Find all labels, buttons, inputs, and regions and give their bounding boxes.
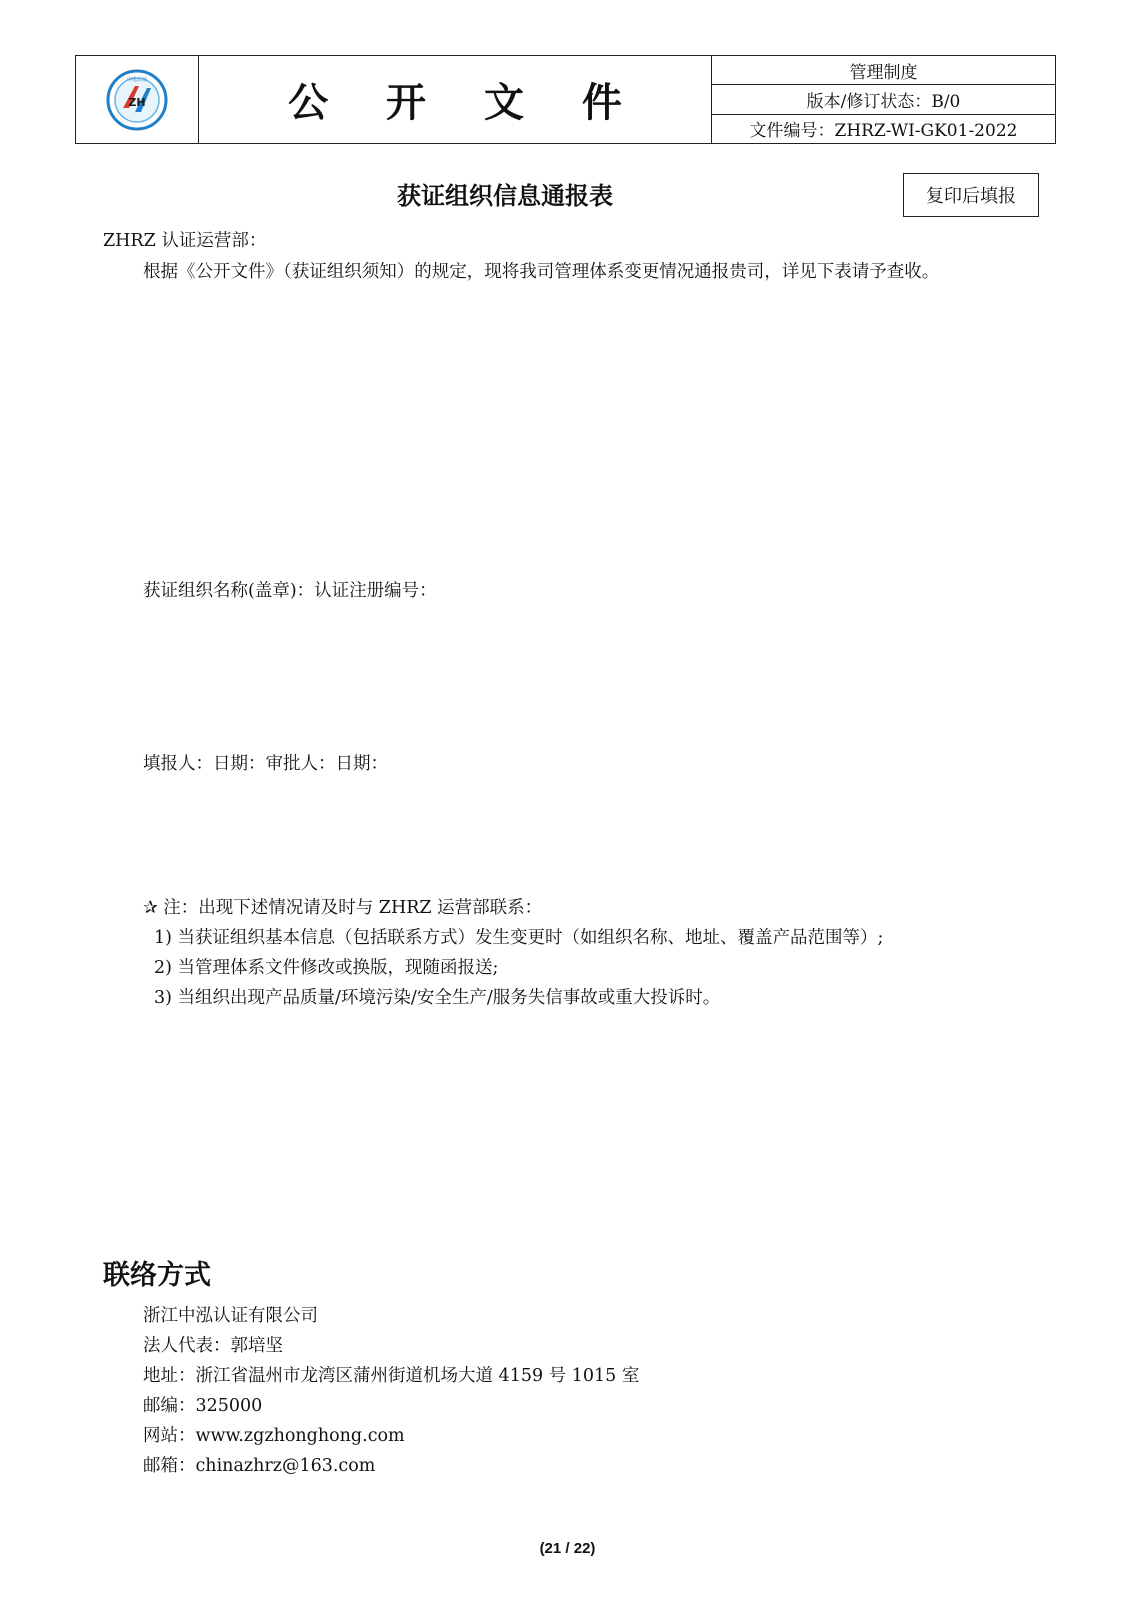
meta-version: 版本/修订状态：B/0: [712, 85, 1055, 114]
company-logo-icon: [105, 68, 169, 132]
svg-text:中泓认证: 中泓认证: [126, 76, 148, 83]
copy-fill-box: 复印后填报: [903, 173, 1039, 217]
form-title: 获证组织信息通报表: [397, 182, 613, 210]
contact-company: 浙江中泓认证有限公司: [143, 1306, 318, 1326]
contact-legal-rep: 法人代表：郭培坚: [143, 1336, 283, 1356]
contact-heading: 联络方式: [103, 1260, 211, 1291]
svg-text:ZH: ZH: [128, 95, 146, 109]
logo-cell: [76, 56, 199, 143]
note-item-2: 2) 当管理体系文件修改或换版，现随函报送;: [154, 958, 499, 978]
contact-address: 地址：浙江省温州市龙湾区蒲州街道机场大道 4159 号 1015 室: [143, 1366, 640, 1386]
note-item-3: 3) 当组织出现产品质量/环境污染/安全生产/服务失信事故或重大投诉时。: [154, 988, 721, 1008]
org-name-field[interactable]: 获证组织名称(盖章)：认证注册编号：: [143, 581, 437, 601]
notes-heading: ✰ 注：出现下述情况请及时与 ZHRZ 运营部联系：: [143, 898, 543, 918]
recipient-line: ZHRZ 认证运营部：: [103, 231, 267, 251]
note-item-1: 1) 当获证组织基本信息（包括联系方式）发生变更时（如组织名称、地址、覆盖产品范围等）;: [154, 928, 884, 948]
contact-postcode: 邮编：325000: [143, 1396, 263, 1416]
document-type-title: 公 开 文 件: [199, 56, 712, 143]
intro-paragraph: 根据《公开文件》（获证组织须知）的规定，现将我司管理体系变更情况通报贵司，详见下表请予查收。: [143, 262, 940, 282]
signature-field[interactable]: 填报人：日期：审批人：日期：: [143, 754, 388, 774]
meta-category: 管理制度: [712, 56, 1055, 85]
document-header: [75, 55, 1056, 144]
contact-website[interactable]: 网站：www.zgzhonghong.com: [143, 1426, 405, 1446]
meta-doc-number: 文件编号：ZHRZ-WI-GK01-2022: [749, 121, 1018, 142]
document-meta: [712, 56, 1055, 143]
contact-email[interactable]: 邮箱：chinazhrz@163.com: [143, 1456, 376, 1476]
page-number: (21 / 22): [539, 1540, 596, 1557]
